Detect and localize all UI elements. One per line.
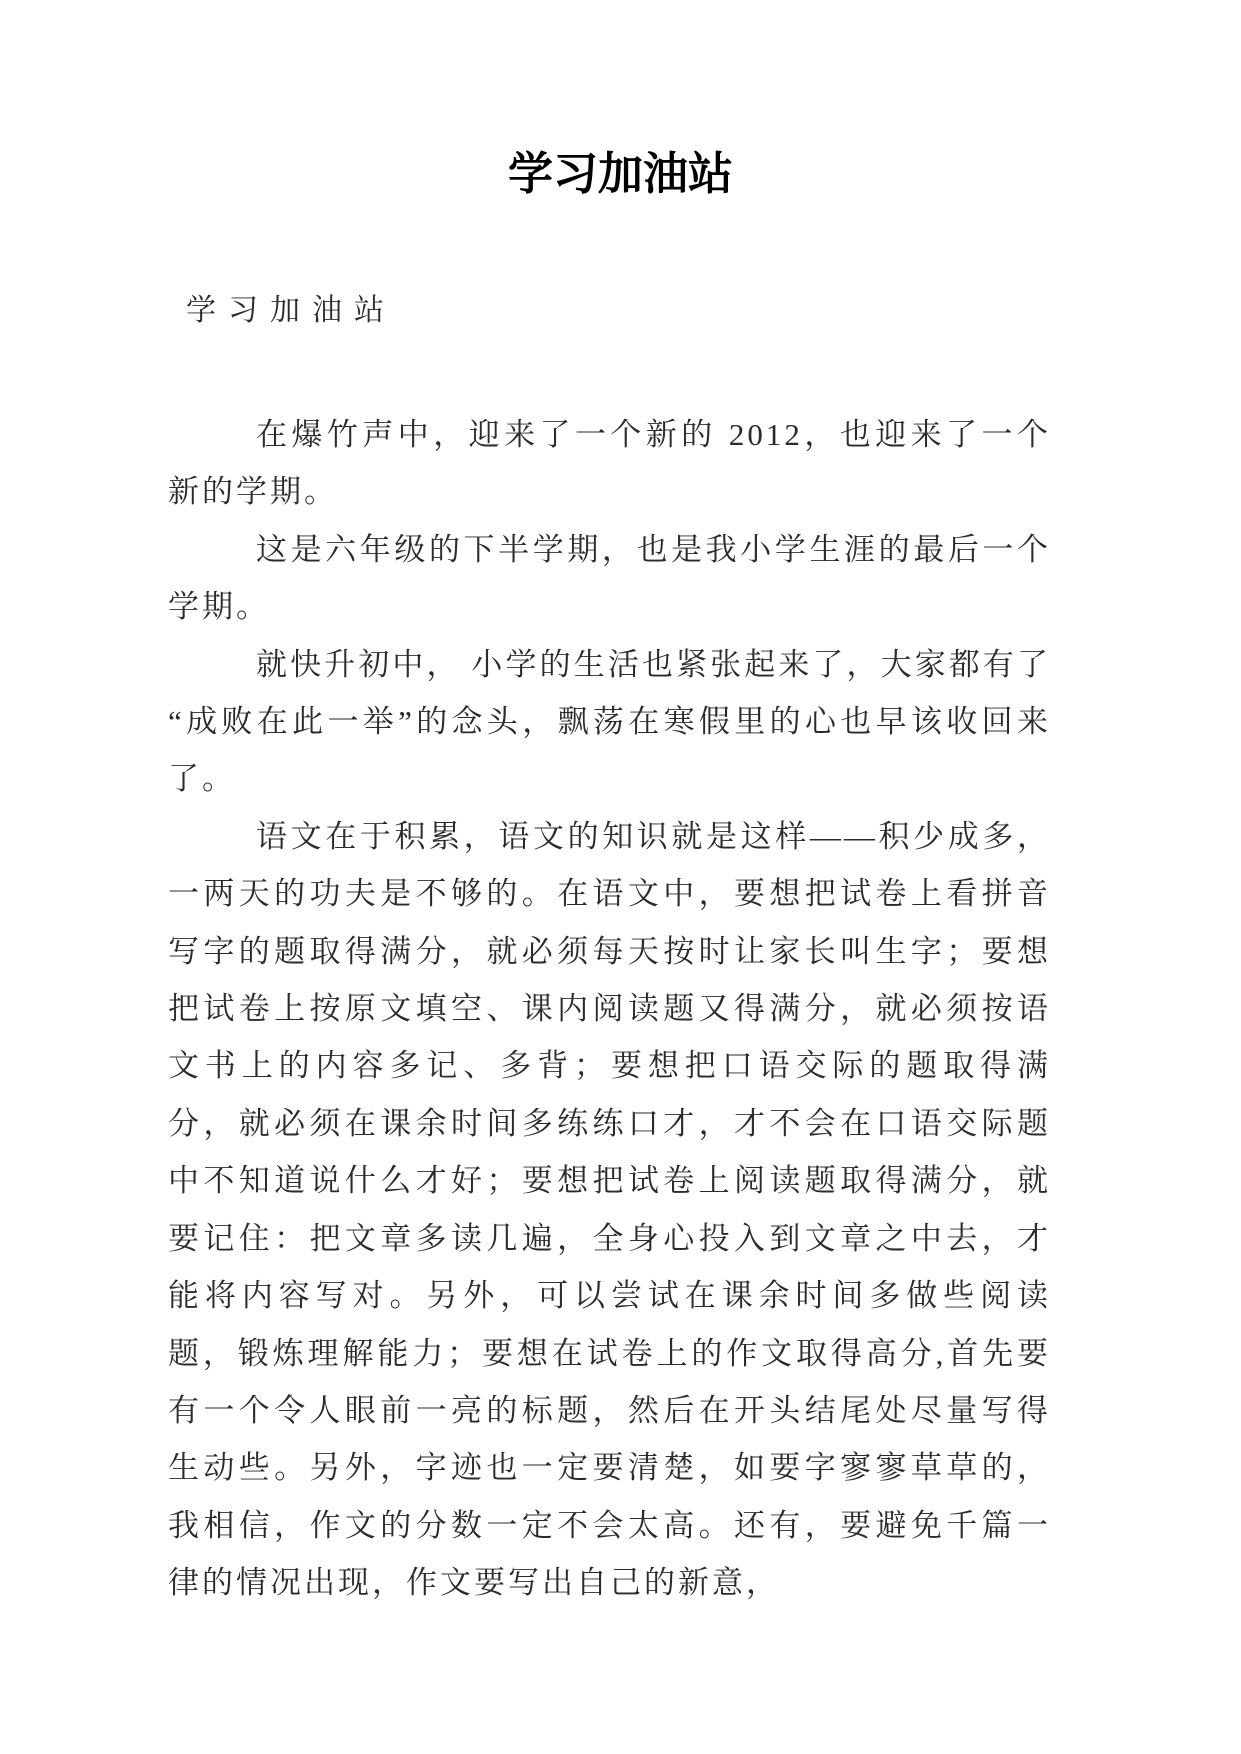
paragraph: 这是六年级的下半学期，也是我小学生涯的最后一个学期。 <box>168 531 1051 625</box>
paragraph: 就快升初中， 小学的生活也紧张起来了，大家都有了“成败在此一举”的念头，飘荡在寒假里的心也早该收回来了。 <box>168 646 1051 797</box>
document-subheading: 学习加油站 <box>186 294 396 327</box>
paragraph: 语文在于积累，语文的知识就是这样——积少成多，一两天的功夫是不够的。在语文中，要想把试卷上看拼音写字的题取得满分，就必须每天按时让家长叫生字；要想把试卷上按原文填空、课内阅读题又得满分，就必须按语文书上的内容多记、多背；要想把口语交际的题取得满分，就必须在课余时间多练练口才，才不会在口语交际题中不知道说什么才好；要想把试卷上阅读题取得满分，就要记住：把文章多读几遍，全身心投入到文章之中去，才能将内容写对。另外，可以尝试在课余时间多做些阅读题，锻炼理解能力；要想在试卷上的作文取得高分,首先要有一个令人眼前一亮的标题，然后在开头结尾处尽量写得生动些。另外，字迹也一定要清楚，如要字寥寥草草的，我相信，作文的分数一定不会太高。还有，要避免千篇一律的情况出现，作文要写出自己的新意， <box>168 818 1051 1601</box>
paragraph: 在爆竹声中，迎来了一个新的 2012，也迎来了一个新的学期。 <box>168 417 1051 510</box>
document-title: 学习加油站 <box>507 149 733 199</box>
document-body <box>168 406 1051 1612</box>
